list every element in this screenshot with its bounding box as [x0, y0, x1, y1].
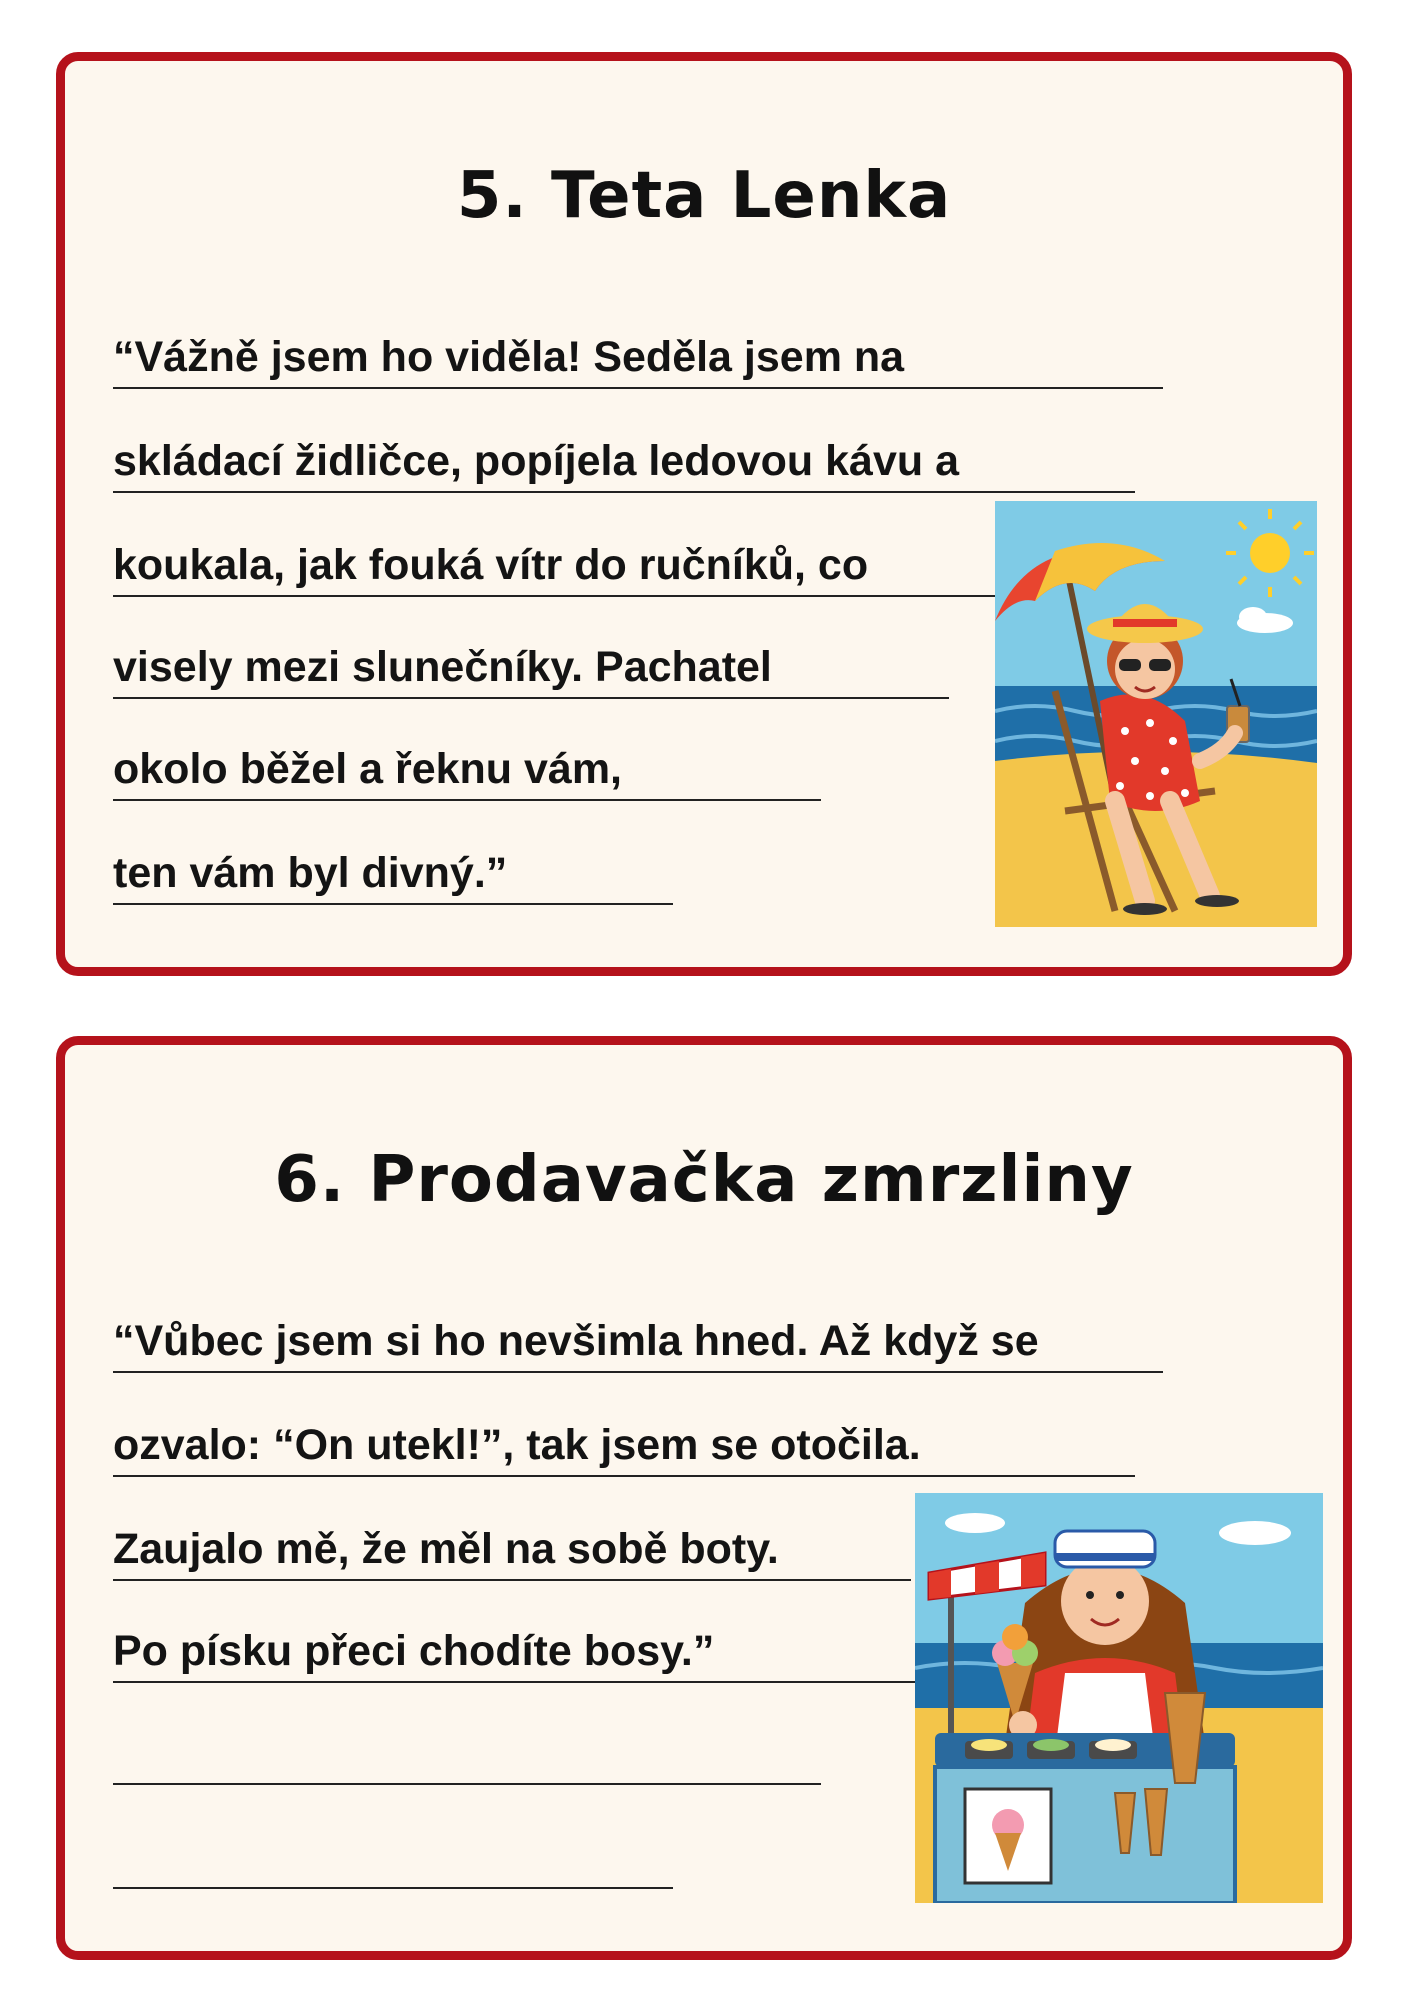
- text-line: okolo běžel a řeknu vám,: [113, 741, 821, 801]
- card-prodavacka-zmrzliny: [56, 1036, 1352, 1960]
- text-line: visely mezi slunečníky. Pachatel: [113, 639, 949, 699]
- card-teta-lenka: [56, 52, 1352, 976]
- ice-cream-seller-illustration: [915, 1493, 1323, 1903]
- text-line: [113, 1725, 821, 1785]
- text-line: koukala, jak fouká vítr do ručníků, co: [113, 537, 1043, 597]
- text-line: Po písku přeci chodíte bosy.”: [113, 1623, 925, 1683]
- card-title: 5. Teta Lenka: [456, 159, 952, 233]
- text-line: Zaujalo mě, že měl na sobě boty.: [113, 1521, 911, 1581]
- card-title: 6. Prodavačka zmrzliny: [274, 1143, 1134, 1217]
- text-line: ozvalo: “On utekl!”, tak jsem se otočila.: [113, 1417, 1135, 1477]
- text-line: ten vám byl divný.”: [113, 845, 673, 905]
- text-line: skládací židličce, popíjela ledovou kávu a: [113, 433, 1135, 493]
- beach-woman-illustration: [995, 501, 1317, 927]
- text-line: “Vůbec jsem si ho nevšimla hned. Až když se: [113, 1313, 1163, 1373]
- text-line: [113, 1829, 673, 1889]
- text-line: “Vážně jsem ho viděla! Seděla jsem na: [113, 329, 1163, 389]
